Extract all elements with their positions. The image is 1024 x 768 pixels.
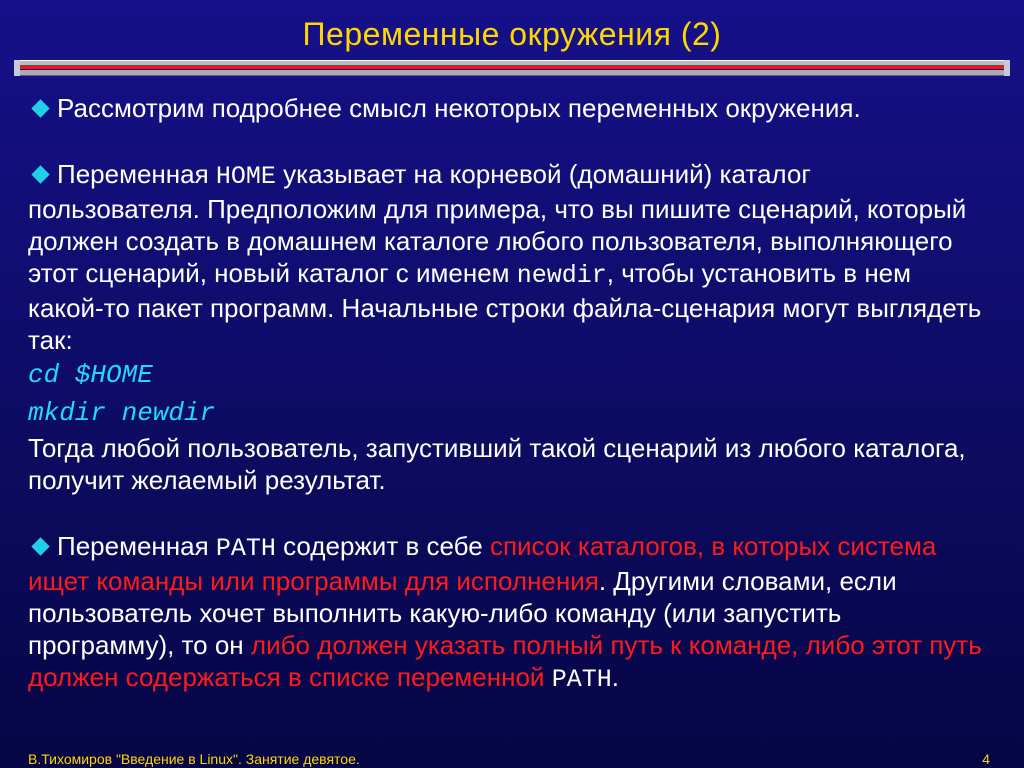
code-line-mkdir: mkdir newdir	[28, 398, 216, 428]
bullet-2-conclusion: Тогда любой пользователь, запустивший такой сценарий из любого каталога, получит желаемый результат.	[28, 433, 966, 495]
bullet-2-text-middle: указывает на корневой (домашний) каталог пользователя. Предположим для примера, что вы пишите сценарий, который должен создать в домашнем каталоге любого пользователя, выполняющего этот сценарий, новый каталог с именем	[28, 159, 967, 288]
bullet-1-text: Рассмотрим подробнее смысл некоторых переменных окружения.	[57, 93, 861, 123]
highlight-directory-list: список каталогов, в которых система ищет команды или программы для исполнения	[28, 531, 937, 596]
highlight-full-path: либо должен указать полный путь к команде, либо этот путь должен содержаться в списке переменной	[28, 630, 982, 692]
bullet-2-text-end: , чтобы установить в нем какой-то пакет программ. Начальные строки файла-сценария могут выглядеть так:	[28, 258, 982, 355]
footer-author: В.Тихомиров "Введение в Linux". Занятие девятое.	[28, 751, 360, 767]
code-line-cd: cd $HOME	[28, 360, 153, 390]
diamond-bullet-icon	[31, 99, 49, 117]
diamond-bullet-icon	[31, 537, 49, 555]
diamond-bullet-icon	[31, 165, 49, 183]
bullet-3-text-4	[544, 662, 551, 692]
title-rule-bottom	[20, 70, 1004, 76]
bullet-3-text-2: содержит в себе	[275, 531, 490, 561]
bullet-3-text-5: .	[611, 662, 619, 692]
title-rule-top	[20, 60, 1004, 65]
page-number: 4	[982, 751, 990, 767]
title-rule-red	[20, 66, 1004, 69]
newdir-name: newdir	[516, 261, 607, 290]
bullet-3-text-start: Переменная	[57, 531, 216, 561]
bullet-3	[28, 530, 988, 696]
bullet-2-text-start: Переменная	[57, 159, 216, 189]
bullet-3-text-3: . Другими словами, если пользователь хочет выполнить какую-либо команду (или запустить программу), то он	[28, 566, 897, 660]
bullet-1	[28, 92, 988, 124]
slide-title: Переменные окружения (2)	[302, 16, 722, 52]
path-variable: PATH	[215, 534, 276, 563]
title-rule-right-cap	[1004, 60, 1010, 76]
bullet-2	[28, 158, 988, 356]
slide-body	[28, 92, 988, 696]
path-variable-end: PATH	[551, 665, 612, 694]
home-variable: HOME	[215, 162, 276, 191]
